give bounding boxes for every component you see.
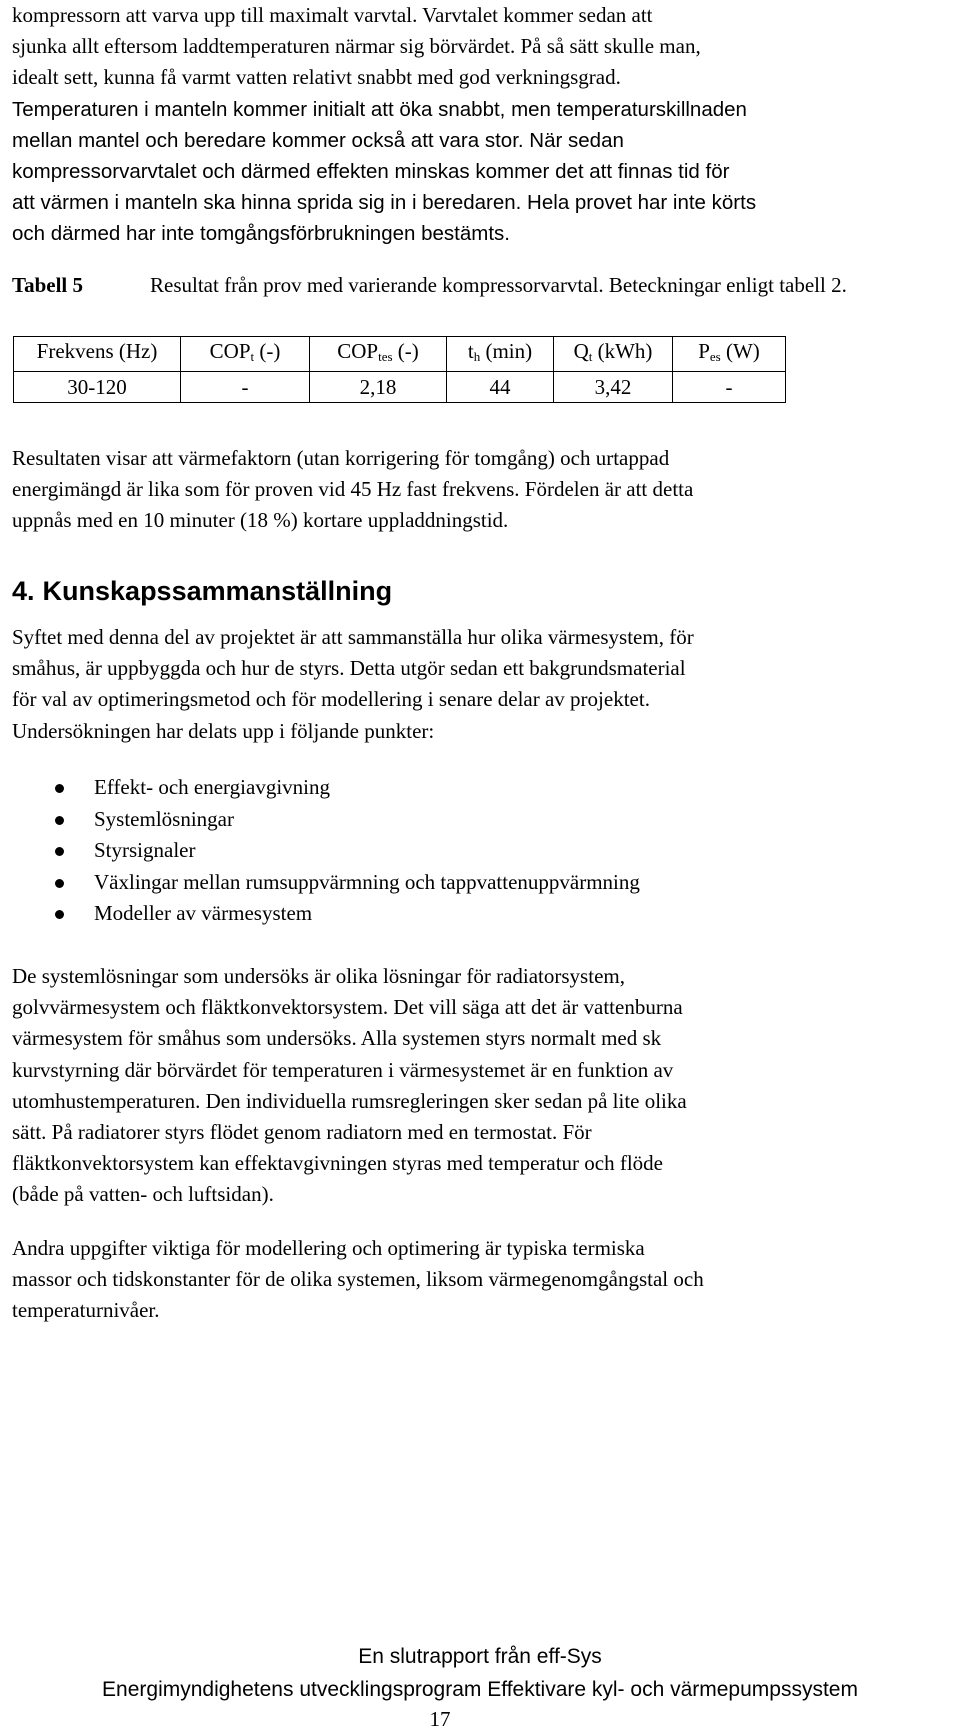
text-line: temperaturnivåer. xyxy=(12,1298,160,1323)
list-item: Modeller av värmesystem xyxy=(12,898,640,930)
text-line: och därmed har inte tomgångsförbrukningen bestämts. xyxy=(12,222,510,246)
list-item: Styrsignaler xyxy=(12,835,640,867)
systems-paragraph xyxy=(12,961,687,1211)
table-header-cell: Frekvens (Hz) xyxy=(14,337,181,372)
page-number: 17 xyxy=(429,1707,451,1731)
list-item: Systemlösningar xyxy=(12,804,640,836)
list-item: Effekt- och energiavgivning xyxy=(12,772,640,804)
text-line: De systemlösningar som undersöks är olika lösningar för radiatorsystem, xyxy=(12,964,625,988)
table-header-cell: $P_{es}$ (W) xyxy=(673,337,786,372)
result-paragraph xyxy=(12,443,693,537)
table-header-cell: $Q_t$ (kWh) xyxy=(554,337,673,372)
table-cell: 30-120 xyxy=(14,372,181,403)
section-number: 4. xyxy=(12,576,35,606)
text-line: kurvstyrning där börvärdet för temperaturen i värmesystemet är en funktion av xyxy=(12,1057,674,1082)
table-header-cell: $COP_t$ (-) xyxy=(181,337,310,372)
text-line: att värmen i manteln ska hinna sprida sig in i beredaren. Hela provet har inte körts xyxy=(12,191,757,215)
text-line: fläktkonvektorsystem kan effektavgivningen styras med temperatur och flöde xyxy=(12,1151,663,1176)
text-line: mellan mantel och beredare kommer också att vara stor. När sedan xyxy=(12,128,624,152)
table-cell: 3,42 xyxy=(554,372,673,403)
text-line: Temperaturen i manteln kommer initialt att öka snabbt, men temperaturskillnaden xyxy=(12,97,747,121)
text-line: sätt. På radiatorer styrs flödet genom radiatorn med en termostat. För xyxy=(12,1120,592,1145)
table-cell: - xyxy=(181,372,310,403)
section-intro-paragraph xyxy=(12,622,694,747)
bullet-list xyxy=(12,772,640,930)
bullet-icon xyxy=(55,879,64,888)
list-item: Växlingar mellan rumsuppvärmning och tappvattenuppvärmning xyxy=(12,867,640,899)
footer-program-title: Energimyndighetens utvecklingsprogram Effektivare kyl- och värmepumpssystem xyxy=(102,1678,858,1701)
table-cell: - xyxy=(673,372,786,403)
table-caption-label: Tabell 5 xyxy=(12,273,83,297)
table-header-cell: $t_h$ (min) xyxy=(447,337,554,372)
text-line: kompressorvarvtalet och därmed effekten minskas kommer det att finnas tid för xyxy=(12,160,730,184)
text-line: utomhustemperaturen. Den individuella rumsregleringen sker sedan på lite olika xyxy=(12,1088,687,1113)
bullet-icon xyxy=(55,910,64,919)
text-line: idealt sett, kunna få varmt vatten relativt snabbt med god verkningsgrad. xyxy=(12,65,621,90)
text-line: småhus, är uppbyggda och hur de styrs. Detta utgör sedan ett bakgrundsmaterial xyxy=(12,656,686,681)
text-line: värmesystem för småhus som undersöks. Alla systemen styrs normalt med sk xyxy=(12,1026,662,1051)
text-line: kompressorn att varva upp till maximalt varvtal. Varvtalet kommer sedan att xyxy=(12,3,653,27)
results-table xyxy=(13,336,786,403)
text-line: för val av optimeringsmetod och för modellering i senare delar av projektet. xyxy=(12,687,650,712)
table-caption-text: Resultat från prov med varierande kompressorvarvtal. Beteckningar enligt tabell 2. xyxy=(150,273,847,297)
text-line: Undersökningen har delats upp i följande punkter: xyxy=(12,718,435,743)
table-header-row xyxy=(14,337,786,372)
bullet-icon xyxy=(55,847,64,856)
text-line: energimängd är lika som för proven vid 45 Hz fast frekvens. Fördelen är att detta xyxy=(12,477,694,502)
intro-paragraph xyxy=(12,0,756,250)
text-line: Syftet med denna del av projektet är att sammanställa hur olika värmesystem, för xyxy=(12,625,694,649)
section-title: Kunskapssammanställning xyxy=(42,576,393,606)
table-header-cell: $COP_{tes}$ (-) xyxy=(310,337,447,372)
table-cell: 44 xyxy=(447,372,554,403)
text-line: (både på vatten- och luftsidan). xyxy=(12,1182,274,1207)
bullet-icon xyxy=(55,784,64,793)
footer-report-title: En slutrapport från eff-Sys xyxy=(358,1645,602,1668)
table-row xyxy=(14,372,786,403)
text-line: massor och tidskonstanter för de olika systemen, liksom värmegenomgångstal och xyxy=(12,1267,704,1292)
text-line: uppnås med en 10 minuter (18 %) kortare uppladdningstid. xyxy=(12,508,509,533)
table-cell: 2,18 xyxy=(310,372,447,403)
text-line: golvvärmesystem och fläktkonvektorsystem. Det vill säga att det är vattenburna xyxy=(12,995,683,1020)
text-line: sjunka allt eftersom laddtemperaturen närmar sig börvärdet. På så sätt skulle man, xyxy=(12,34,701,59)
bullet-icon xyxy=(55,816,64,825)
text-line: Resultaten visar att värmefaktorn (utan korrigering för tomgång) och urtappad xyxy=(12,446,670,470)
text-line: Andra uppgifter viktiga för modellering och optimering är typiska termiska xyxy=(12,1236,645,1260)
section-heading xyxy=(12,573,392,609)
tasks-paragraph xyxy=(12,1233,704,1327)
